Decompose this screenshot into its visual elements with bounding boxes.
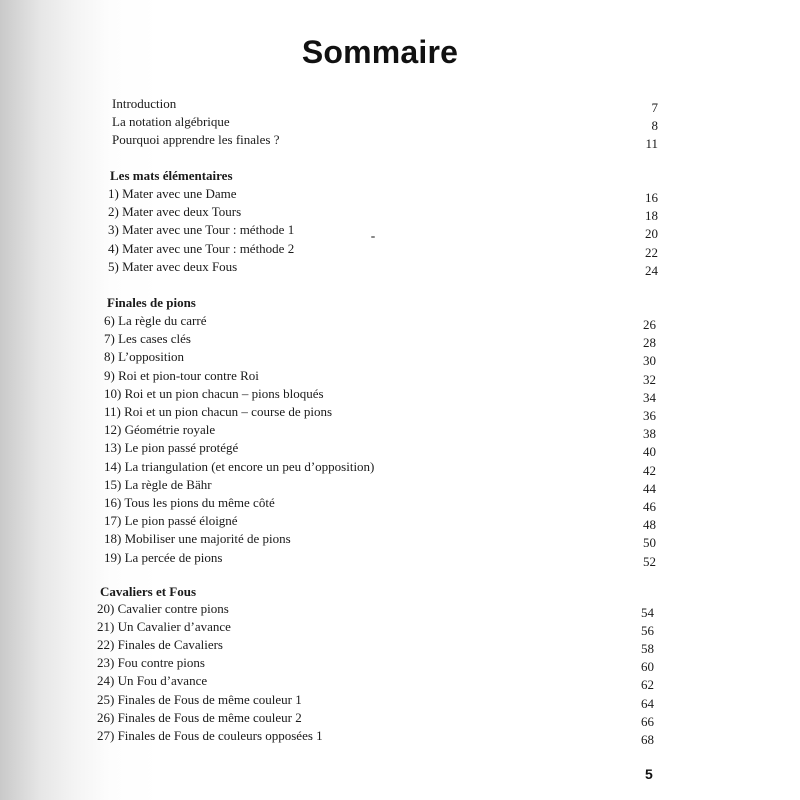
toc-entry-label: Pourquoi apprendre les finales ? [112, 132, 280, 147]
toc-entry-label: 8) L’opposition [104, 349, 185, 364]
toc-entry-label: 17) Le pion passé éloigné [104, 513, 238, 528]
toc-section-heading: Finales de pions [107, 295, 196, 310]
toc-section-heading: Cavaliers et Fous [100, 584, 197, 599]
toc-entry-label: 15) La règle de Bähr [104, 477, 212, 492]
toc-entry-page: 50 [643, 535, 656, 550]
toc-entry-page: 58 [641, 641, 654, 656]
toc-entry-label: 23) Fou contre pions [97, 655, 205, 670]
toc-entry-label: 5) Mater avec deux Fous [108, 259, 238, 274]
toc-entry-label: 14) La triangulation (et encore un peu d’opposition) [104, 459, 375, 474]
toc-entry-page: 66 [641, 714, 654, 729]
toc-entry-label: La notation algébrique [112, 114, 230, 129]
toc-entry-page: 28 [643, 335, 656, 350]
page-title: Sommaire [301, 34, 459, 70]
toc-entry-page: 26 [643, 317, 656, 332]
toc-entry-page: 8 [651, 118, 658, 133]
toc-entry-label: 26) Finales de Fous de même couleur 2 [97, 710, 302, 725]
toc-entry-page: 42 [643, 463, 656, 478]
toc-entry-label: 1) Mater avec une Dame [108, 186, 237, 201]
toc-entry-label: 3) Mater avec une Tour : méthode 1 [108, 222, 295, 237]
toc-section-heading: Les mats élémentaires [110, 168, 233, 183]
toc-entry-label: 7) Les cases clés [104, 331, 191, 346]
toc-entry-page: 24 [645, 263, 658, 278]
toc-entry-page: 38 [643, 426, 656, 441]
toc-entry-label: 6) La règle du carré [104, 313, 207, 328]
toc-entry-label: 13) Le pion passé protégé [104, 440, 239, 455]
toc-entry-label: Introduction [112, 96, 177, 111]
toc-entry-label: 19) La percée de pions [104, 550, 223, 565]
toc-entry-label: 24) Un Fou d’avance [97, 673, 208, 688]
toc-entry-page: 52 [643, 554, 656, 569]
toc-entry-page: 64 [641, 696, 654, 711]
toc-entry-page: 22 [645, 245, 658, 260]
toc-entry-label: 25) Finales de Fous de même couleur 1 [97, 692, 302, 707]
toc-entry-page: 54 [641, 605, 654, 620]
toc-entry-label: 27) Finales de Fous de couleurs opposées 1 [97, 728, 323, 743]
toc-entry-page: 32 [643, 372, 656, 387]
toc-entry-label: 11) Roi et un pion chacun – course de pions [104, 404, 333, 419]
toc-entry-page: 7 [651, 100, 658, 115]
toc-entry-label: 16) Tous les pions du même côté [104, 495, 275, 510]
toc-entry-label: 4) Mater avec une Tour : méthode 2 [108, 241, 295, 256]
footer-page-number: 5 [645, 766, 653, 782]
toc-entry-label: 18) Mobiliser une majorité de pions [104, 531, 291, 546]
toc-entry-label: 10) Roi et un pion chacun – pions bloqués [104, 386, 324, 401]
toc-entry-label: 9) Roi et pion-tour contre Roi [104, 368, 259, 383]
toc-entry-label: 21) Un Cavalier d’avance [97, 619, 231, 634]
toc-entry-label: 2) Mater avec deux Tours [108, 204, 242, 219]
toc-entry-page: 68 [641, 732, 654, 747]
toc-entry-page: 48 [643, 517, 656, 532]
toc-entry-page: 30 [643, 353, 656, 368]
toc-entry-page: 60 [641, 659, 654, 674]
toc-entry-page: 36 [643, 408, 656, 423]
toc-entry-page: 20 [645, 226, 658, 241]
toc-entry-page: 40 [643, 444, 656, 459]
toc-entry-page: 46 [643, 499, 656, 514]
toc-entry-page: 11 [645, 136, 658, 151]
toc-entry-label: 22) Finales de Cavaliers [97, 637, 223, 652]
toc-entry-page: 44 [643, 481, 656, 496]
toc-entry-page: 16 [645, 190, 658, 205]
toc-entry-page: 62 [641, 677, 654, 692]
toc-entry-label: 20) Cavalier contre pions [97, 601, 229, 616]
toc-entry-label: 12) Géométrie royale [104, 422, 216, 437]
print-speck [371, 236, 375, 238]
toc-entry-page: 34 [643, 390, 656, 405]
toc-entry-page: 56 [641, 623, 654, 638]
toc-entry-page: 18 [645, 208, 658, 223]
